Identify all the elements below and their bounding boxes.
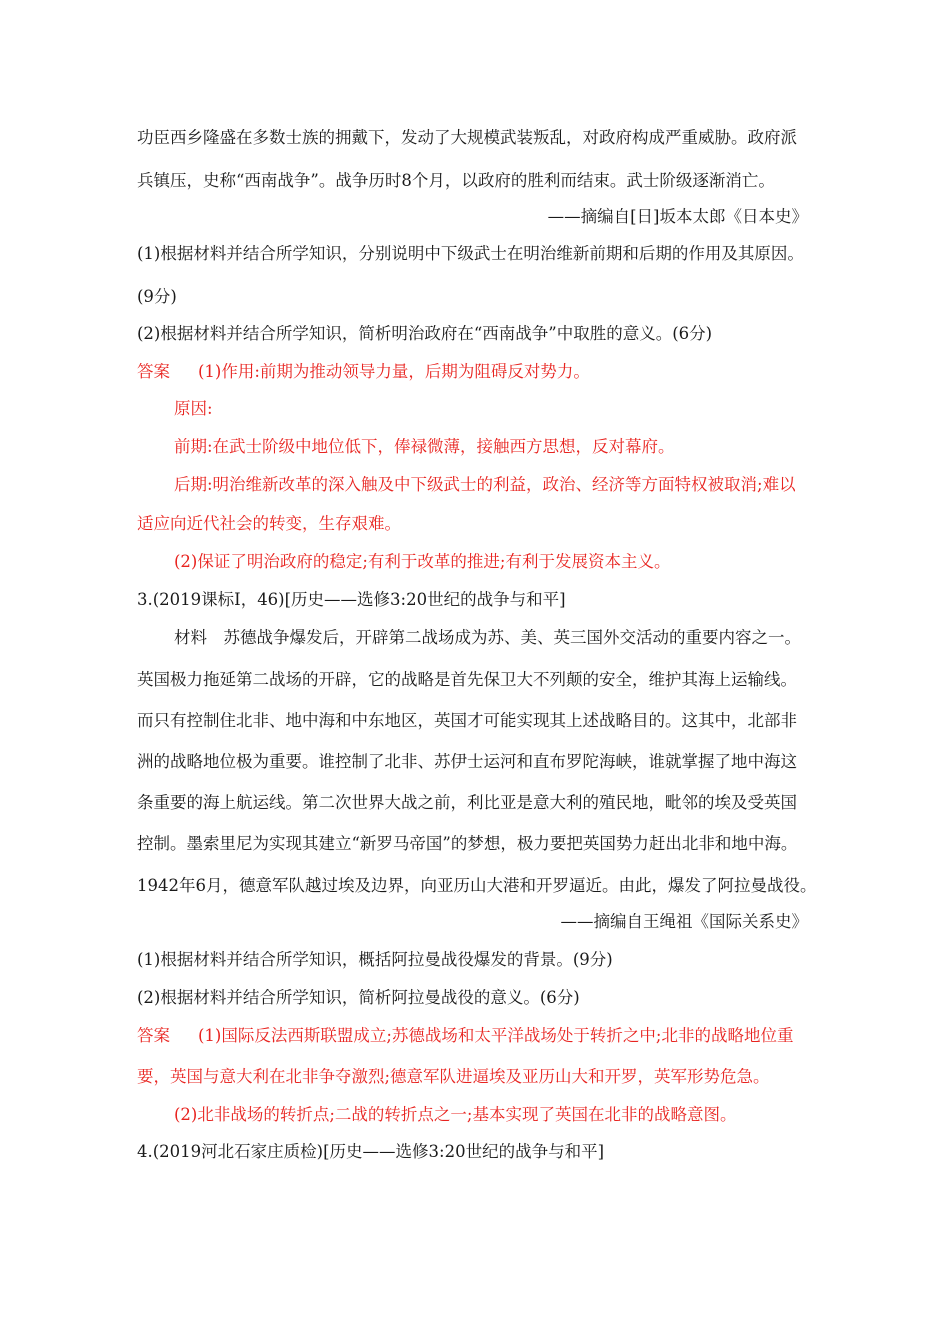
material-source: ——摘编自[日]坂本太郎《日本史》 [547, 207, 808, 226]
question-text: (1)根据材料并结合所学知识，概括阿拉曼战役爆发的背景。(9分) [137, 950, 613, 969]
material-text-line: 条重要的海上航运线。第二次世界大战之前，利比亚是意大利的殖民地，毗邻的埃及受英国 [137, 793, 797, 812]
answer-line [137, 1025, 794, 1047]
answer-text: 后期:明治维新改革的深入触及中下级武士的利益，政治、经济等方面特权被取消;难以 [174, 475, 796, 494]
material-text-line: 功臣西乡隆盛在多数士族的拥戴下，发动了大规模武装叛乱，对政府构成严重威胁。政府派 [137, 128, 797, 147]
material-text-line: 而只有控制住北非、地中海和中东地区，英国才可能实现其上述战略目的。这其中，北部非 [137, 711, 797, 730]
answer-text: (1)作用:前期为推动领导力量，后期为阻碍反对势力。 [198, 362, 590, 381]
answer-text: 适应向近代社会的转变，生存艰难。 [137, 514, 401, 533]
answer-text: 要，英国与意大利在北非争夺激烈;德意军队进逼埃及亚历山大和开罗，英军形势危急。 [137, 1067, 770, 1086]
material-text-line: 洲的战略地位极为重要。谁控制了北非、苏伊士运河和直布罗陀海峡，谁就掌握了地中海这 [137, 752, 797, 771]
answer-text: (1)国际反法西斯联盟成立;苏德战场和太平洋战场处于转折之中;北非的战略地位重 [198, 1026, 794, 1045]
material-source: ——摘编自王绳祖《国际关系史》 [560, 912, 808, 931]
answer-text: 前期:在武士阶级中地位低下，俸禄微薄，接触西方思想，反对幕府。 [174, 437, 675, 456]
answer-label: 答案 [137, 362, 170, 381]
answer-text: (2)北非战场的转折点;二战的转折点之一;基本实现了英国在北非的战略意图。 [174, 1105, 737, 1124]
material-text-line: 兵镇压，史称“西南战争”。战争历时8个月，以政府的胜利而结束。武士阶级逐渐消亡。 [137, 171, 775, 190]
material-text-line: 控制。墨索里尼为实现其建立“新罗马帝国”的梦想，极力要把英国势力赶出北非和地中海。 [137, 834, 798, 853]
answer-text: (2)保证了明治政府的稳定;有利于改革的推进;有利于发展资本主义。 [174, 552, 671, 571]
material-text-line: 材料 苏德战争爆发后，开辟第二战场成为苏、美、英三国外交活动的重要内容之一。 [174, 628, 801, 647]
answer-line [137, 361, 590, 383]
question-text: (1)根据材料并结合所学知识，分别说明中下级武士在明治维新前期和后期的作用及其原因。 [137, 244, 804, 263]
question-text: (2)根据材料并结合所学知识，简析阿拉曼战役的意义。(6分) [137, 988, 580, 1007]
material-text-line: 英国极力拖延第二战场的开辟，它的战略是首先保卫大不列颠的安全，维护其海上运输线。 [137, 670, 797, 689]
question-score: (9分) [137, 287, 177, 306]
material-text-line: 1942年6月，德意军队越过埃及边界，向亚历山大港和开罗逼近。由此，爆发了阿拉曼战役。 [137, 876, 817, 895]
answer-label: 答案 [137, 1026, 170, 1045]
question-heading: 3.(2019课标Ⅰ，46)[历史——选修3:20世纪的战争与和平] [137, 590, 566, 609]
question-heading: 4.(2019河北石家庄质检)[历史——选修3:20世纪的战争与和平] [137, 1142, 605, 1161]
question-text: (2)根据材料并结合所学知识，简析明治政府在“西南战争”中取胜的意义。(6分) [137, 324, 713, 343]
answer-text: 原因: [174, 399, 213, 418]
